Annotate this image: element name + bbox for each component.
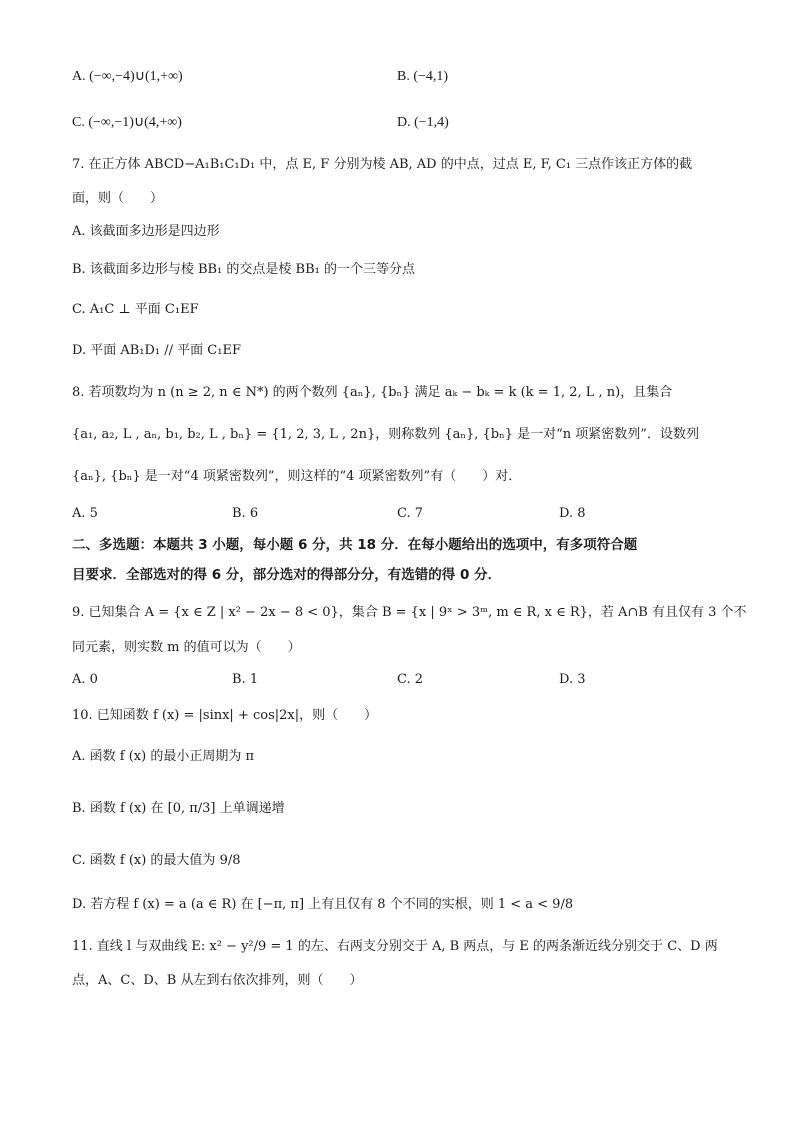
- q7-option-b: B. 该截面多边形与棱 BB₁ 的交点是棱 BB₁ 的一个三等分点: [72, 262, 415, 277]
- q11-line1: 11. 直线 l 与双曲线 E: x² − y²/9 = 1 的左、右两支分别交于 A, B 两点，与 E 的两条渐近线分别交于 C、D 两: [72, 939, 718, 954]
- option-text: (−4,1): [413, 69, 449, 84]
- section2-heading-line1: 二、多选题：本题共 3 小题，每小题 6 分，共 18 分．在每小题给出的选项中，有多项符合题: [72, 537, 638, 553]
- option-label: C.: [72, 115, 85, 130]
- q10-option-d: D. 若方程 f (x) = a (a ∈ R) 在 [−π, π] 上有且仅有 8 个不同的实根，则 1 < a < 9/8: [72, 897, 574, 912]
- q7-option-a: A. 该截面多边形是四边形: [72, 224, 220, 239]
- q10-option-c: C. 函数 f (x) 的最大值为 9/8: [72, 853, 241, 868]
- q8-line1: 8. 若项数均为 n (n ≥ 2, n ∈ N*) 的两个数列 {aₙ}, {bₙ} 满足 aₖ − bₖ = k (k = 1, 2, L , n)，且集合: [72, 385, 673, 400]
- option-text: (−∞,−1)∪(4,+∞): [88, 115, 182, 130]
- q6-option-a: [72, 68, 183, 86]
- q8-line3: {aₙ}, {bₙ} 是一对“4 项紧密数列”，则这样的“4 项紧密数列”有（ ）对．: [72, 469, 522, 484]
- q7-option-c: C. A₁C ⊥ 平面 C₁EF: [72, 302, 199, 317]
- option-label: B.: [397, 69, 410, 84]
- q8-option-a: A. 5: [72, 506, 98, 521]
- q9-option-c: C. 2: [397, 672, 424, 687]
- q8-option-d: D. 8: [559, 506, 586, 521]
- q6-option-b: [397, 68, 448, 86]
- q9-line1: 9. 已知集合 A = {x ∈ Z | x² − 2x − 8 < 0}，集合 B = {x | 9ˣ > 3ᵐ, m ∈ R, x ∈ R}，若 A∩B 有且仅有 3 个不: [72, 605, 747, 620]
- q10-option-a: A. 函数 f (x) 的最小正周期为 π: [72, 749, 255, 764]
- section2-heading-line2: 目要求．全部选对的得 6 分，部分选对的得部分分，有选错的得 0 分．: [72, 567, 502, 583]
- q9-option-a: A. 0: [72, 672, 98, 687]
- q10-stem: 10. 已知函数 f (x) = |sinx| + cos|2x|，则（ ）: [72, 708, 378, 723]
- q7-stem-line1: 7. 在正方体 ABCD−A₁B₁C₁D₁ 中，点 E, F 分别为棱 AB, AD 的中点，过点 E, F, C₁ 三点作该正方体的截: [72, 157, 693, 172]
- q8-option-c: C. 7: [397, 506, 424, 521]
- q9-option-b: B. 1: [232, 672, 259, 687]
- q10-option-b: B. 函数 f (x) 在 [0, π/3] 上单调递增: [72, 801, 285, 816]
- option-label: D.: [397, 115, 411, 130]
- option-label: A.: [72, 69, 86, 84]
- q9-option-d: D. 3: [559, 672, 586, 687]
- q7-option-d: D. 平面 AB₁D₁ // 平面 C₁EF: [72, 343, 241, 358]
- q8-option-b: B. 6: [232, 506, 259, 521]
- q6-option-d: [397, 114, 449, 132]
- q9-line2: 同元素，则实数 m 的值可以为（ ）: [72, 640, 301, 655]
- q6-option-c: [72, 114, 182, 132]
- q7-stem-line2: 面，则（ ）: [72, 191, 164, 206]
- option-text: (−∞,−4)∪(1,+∞): [89, 69, 183, 84]
- q11-line2: 点，A、C、D、B 从左到右依次排列，则（ ）: [72, 973, 363, 988]
- option-text: (−1,4): [414, 115, 449, 130]
- q8-line2: {a₁, a₂, L , aₙ, b₁, b₂, L , bₙ} = {1, 2, 3, L , 2n}，则称数列 {aₙ}, {bₙ} 是一对“n 项紧密数列”．设数列: [72, 427, 699, 442]
